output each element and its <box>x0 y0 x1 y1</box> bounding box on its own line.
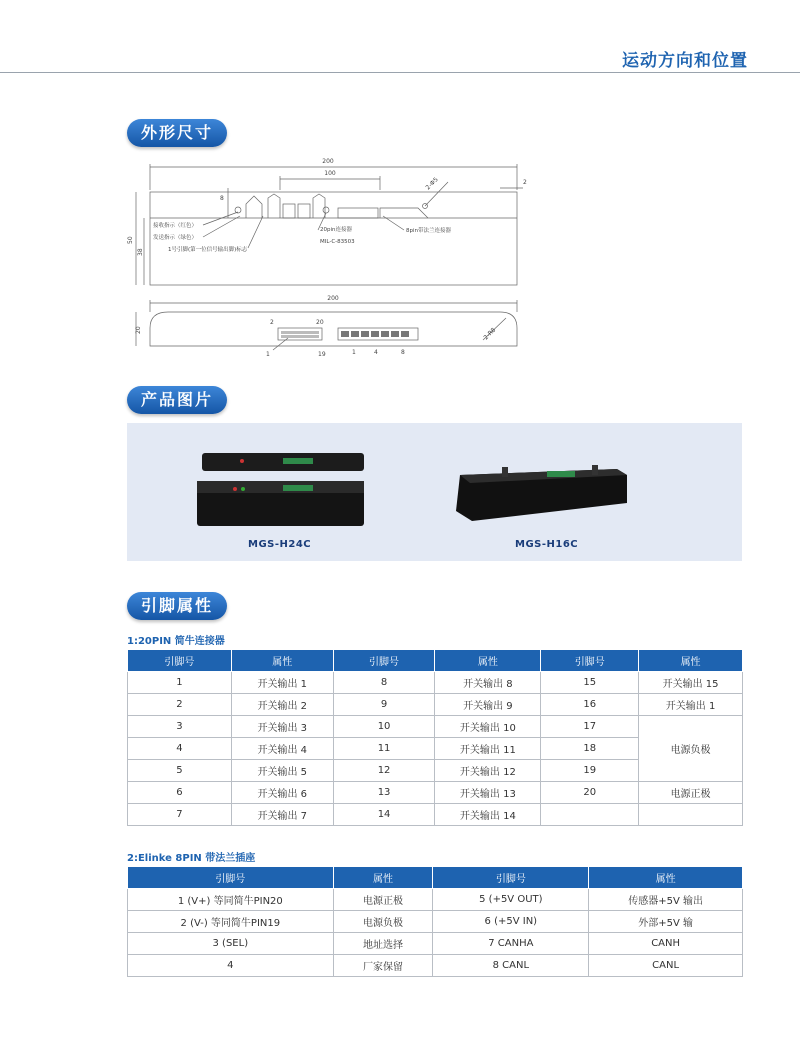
section-title-pins: 引脚属性 <box>127 592 227 620</box>
table-cell: 11 <box>333 738 435 760</box>
table-cell: 开关输出 10 <box>435 716 541 738</box>
table-cell: 开关输出 7 <box>231 804 333 826</box>
table-header-row <box>128 650 743 672</box>
table-cell: 开关输出 11 <box>435 738 541 760</box>
table-cell: 电源正极 <box>333 889 433 911</box>
table-cell: 18 <box>541 738 639 760</box>
table-cell: 5 (+5V OUT) <box>433 889 589 911</box>
table-cell: 开关输出 3 <box>231 716 333 738</box>
section-title-dimensions: 外形尺寸 <box>127 119 227 147</box>
dim-200-top: 200 <box>322 158 334 165</box>
dim-38: 38 <box>137 248 144 256</box>
product-photo-panel <box>127 423 742 561</box>
table-row <box>128 804 743 826</box>
mgs-h16c-image <box>452 463 632 533</box>
table-cell: 6 <box>128 782 232 804</box>
table-cell-merged: 电源负极 <box>639 716 743 782</box>
table-cell: 8 <box>333 672 435 694</box>
label-receive: 接收指示（红色） <box>153 223 198 229</box>
label-20pin: 20pin连接器 <box>320 227 353 233</box>
table-cell: 13 <box>333 782 435 804</box>
dim-r8: 2-R8 <box>482 326 498 342</box>
pin-label-2: 2 <box>270 319 274 326</box>
table-row <box>128 911 743 933</box>
page-header-title: 运动方向和位置 <box>622 51 748 71</box>
table1-title: 1:20PIN 简牛连接器 <box>127 636 225 647</box>
table-cell: 3 <box>128 716 232 738</box>
table-row <box>128 782 743 804</box>
dim-20: 20 <box>135 326 142 334</box>
table-row <box>128 694 743 716</box>
pin-label-19: 19 <box>318 351 326 358</box>
table-cell: 9 <box>333 694 435 716</box>
col-header: 属性 <box>333 867 433 889</box>
conn-pin-4: 4 <box>374 349 378 356</box>
section-title-photos: 产品图片 <box>127 386 227 414</box>
col-header: 引脚号 <box>128 867 334 889</box>
table-cell <box>541 804 639 826</box>
table-cell: 开关输出 1 <box>231 672 333 694</box>
table-cell: 14 <box>333 804 435 826</box>
table-row <box>128 955 743 977</box>
table-row <box>128 889 743 911</box>
conn-pin-8: 8 <box>401 349 405 356</box>
table-cell: 开关输出 15 <box>639 672 743 694</box>
table-cell: 2 <box>128 694 232 716</box>
table-row <box>128 716 743 738</box>
table-row <box>128 672 743 694</box>
table-cell: 8 CANL <box>433 955 589 977</box>
table-cell: CANL <box>589 955 743 977</box>
header-rule <box>0 72 800 73</box>
table-cell: 电源正极 <box>639 782 743 804</box>
col-header: 属性 <box>639 650 743 672</box>
conn-pin-1: 1 <box>352 349 356 356</box>
label-mil: MIL-C-83503 <box>320 239 355 245</box>
dim-phi5: 2-Φ5 <box>424 176 440 192</box>
table-cell: 15 <box>541 672 639 694</box>
table-cell: 19 <box>541 760 639 782</box>
pin-table-8pin <box>127 866 743 977</box>
table-cell: 开关输出 5 <box>231 760 333 782</box>
caption-mgs-h24c: MGS-H24C <box>248 539 312 550</box>
table-cell: 电源负极 <box>333 911 433 933</box>
table-cell: 传感器+5V 输出 <box>589 889 743 911</box>
dim-2: 2 <box>523 179 527 186</box>
table-cell: 12 <box>333 760 435 782</box>
table-cell: 6 (+5V IN) <box>433 911 589 933</box>
dim-200-bottom: 200 <box>327 295 339 302</box>
table-cell: 3 (SEL) <box>128 933 334 955</box>
table-cell: 20 <box>541 782 639 804</box>
table-row <box>128 933 743 955</box>
table-cell: 开关输出 9 <box>435 694 541 716</box>
pin-label-20: 20 <box>316 319 324 326</box>
table-cell: 17 <box>541 716 639 738</box>
table-cell: 1 <box>128 672 232 694</box>
col-header: 引脚号 <box>333 650 435 672</box>
dimension-drawing <box>128 150 528 360</box>
col-header: 属性 <box>231 650 333 672</box>
table-cell: 1 (V+) 等同简牛PIN20 <box>128 889 334 911</box>
table-cell: 2 (V-) 等同简牛PIN19 <box>128 911 334 933</box>
col-header: 引脚号 <box>541 650 639 672</box>
table-cell: 开关输出 12 <box>435 760 541 782</box>
table-header-row <box>128 867 743 889</box>
table-cell: CANH <box>589 933 743 955</box>
label-pin1: 1号引脚(第一位信号输出脚)标志 <box>168 247 248 253</box>
table-cell: 开关输出 6 <box>231 782 333 804</box>
table-cell: 7 <box>128 804 232 826</box>
col-header: 属性 <box>435 650 541 672</box>
caption-mgs-h16c: MGS-H16C <box>515 539 579 550</box>
col-header: 属性 <box>589 867 743 889</box>
table-cell: 4 <box>128 955 334 977</box>
table-cell: 厂家保留 <box>333 955 433 977</box>
table-cell: 5 <box>128 760 232 782</box>
table-cell: 4 <box>128 738 232 760</box>
dim-8: 8 <box>220 195 224 202</box>
pin-table-20pin <box>127 649 743 826</box>
table-cell: 地址选择 <box>333 933 433 955</box>
table-cell: 外部+5V 输 <box>589 911 743 933</box>
table-cell: 开关输出 2 <box>231 694 333 716</box>
dim-100: 100 <box>324 170 336 177</box>
table-cell: 16 <box>541 694 639 716</box>
col-header: 引脚号 <box>128 650 232 672</box>
table-cell: 开关输出 13 <box>435 782 541 804</box>
dim-50: 50 <box>127 236 134 244</box>
mgs-h24c-image <box>197 451 367 531</box>
col-header: 引脚号 <box>433 867 589 889</box>
table2-title: 2:Elinke 8PIN 带法兰插座 <box>127 853 256 864</box>
label-8pin: 8pin带法兰连接器 <box>406 228 452 234</box>
table-cell: 开关输出 1 <box>639 694 743 716</box>
pin-label-1: 1 <box>266 351 270 358</box>
table-cell: 7 CANHA <box>433 933 589 955</box>
table-cell: 开关输出 4 <box>231 738 333 760</box>
table-cell: 10 <box>333 716 435 738</box>
table-cell <box>639 804 743 826</box>
table-cell: 开关输出 14 <box>435 804 541 826</box>
label-send: 发送指示（绿色） <box>153 235 198 241</box>
table-cell: 开关输出 8 <box>435 672 541 694</box>
